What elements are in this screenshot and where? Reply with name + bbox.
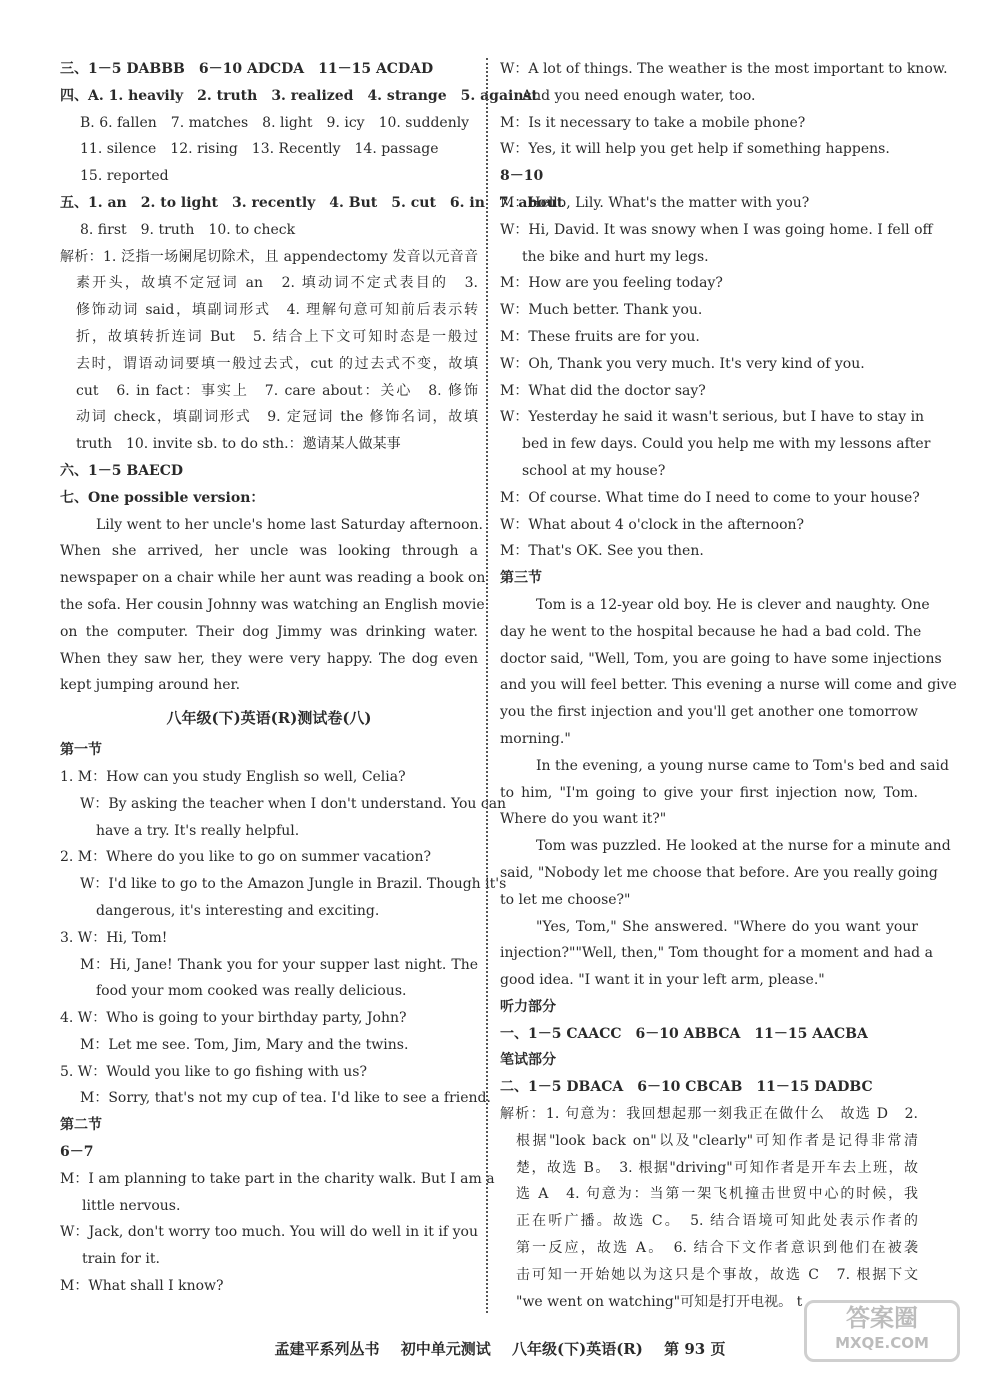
left-line: 5. W：Would you like to go fishing with us?	[60, 1063, 368, 1080]
right-line: and you will feel better. This evening a nurse will come and give	[500, 677, 957, 694]
left-line: 八年级(下)英语(R)测试卷(八)	[166, 709, 372, 728]
right-line: M：That's OK. See you then.	[500, 543, 704, 560]
left-line: 六、1－5 BAECD	[60, 462, 184, 479]
footer-grade: 八年级(下)英语(R)	[512, 1340, 643, 1358]
right-line: 二、1－5 DBACA 6－10 CBCAB 11－15 DADBC	[500, 1079, 873, 1096]
left-line: food your mom cooked was really delicious.	[96, 983, 407, 1000]
right-line: W：What about 4 o'clock in the afternoon?	[500, 516, 805, 533]
watermark-line1: 答案圈	[846, 1304, 918, 1332]
left-line: 三、1－5 DABBB 6－10 ADCDA 11－15 ACDAD	[60, 61, 434, 77]
left-line: 1. M：How can you study English so well, Celia?	[60, 768, 406, 785]
right-line: And you need enough water, too.	[522, 87, 756, 104]
left-line: 修饰动词 said，填副词形式 4. 理解句意可知前后表示转	[76, 302, 478, 319]
right-line: 击可知一开始她以为这只是个事故，故选 C 7. 根据下文	[516, 1266, 918, 1283]
right-line: 第三节	[500, 570, 542, 587]
left-line: 8. first 9. truth 10. to check	[80, 221, 296, 238]
right-line: M：Is it necessary to take a mobile phone?	[500, 114, 806, 131]
left-line: Lily went to her uncle's home last Saturday afternoon.	[96, 516, 483, 533]
left-line: little nervous.	[82, 1197, 181, 1214]
right-line: 8－10	[500, 168, 544, 185]
right-line: M：These fruits are for you.	[500, 328, 700, 345]
page-suffix: 页	[710, 1340, 726, 1358]
left-line: M：I am planning to take part in the charity walk. But I am a	[60, 1170, 495, 1187]
right-line: good idea. "I want it in your left arm, please."	[500, 972, 825, 989]
left-line: W：By asking the teacher when I don't understand. You can	[80, 795, 507, 812]
page-number: 93	[684, 1340, 706, 1358]
left-line: 动词 check，填副词形式 9. 定冠词 the 修饰名词，故填	[76, 409, 478, 426]
left-line: dangerous, it's interesting and exciting.	[96, 902, 380, 919]
left-line: 第一节	[60, 742, 102, 759]
left-line: cut 6. in fact：事实上 7. care about：关心 8. 修饰	[76, 382, 478, 399]
right-line: bed in few days. Could you help me with my lessons after	[522, 436, 931, 453]
right-line: In the evening, a young nurse came to Tom's bed and said	[536, 757, 949, 774]
left-line: kept jumping around her.	[60, 677, 241, 694]
left-line: 2. M：Where do you like to go on summer vacation?	[60, 849, 431, 866]
right-line: 一、1－5 CAACC 6－10 ABBCA 11－15 AACBA	[500, 1025, 868, 1042]
right-line: school at my house?	[522, 462, 666, 479]
right-line: 笔试部分	[500, 1052, 556, 1069]
right-line: M：How are you feeling today?	[500, 275, 723, 292]
right-line: 选 A 4. 句意为：当第一架飞机撞击世贸中心的时候，我	[516, 1186, 918, 1203]
left-line: 4. W：Who is going to your birthday party, John?	[60, 1010, 407, 1027]
right-line: Tom is a 12-year old boy. He is clever and naughty. One	[536, 596, 930, 613]
left-line: 四、A. 1. heavily 2. truth 3. realized 4. strange 5. against	[60, 87, 538, 104]
watermark-logo	[804, 1300, 960, 1362]
column-divider	[486, 58, 488, 1313]
right-line: M：What did the doctor say?	[500, 382, 706, 399]
left-line: When she arrived, her uncle was looking through a	[60, 543, 478, 560]
footer-book: 初中单元测试	[400, 1340, 491, 1358]
right-line: 根据"look back on"以及"clearly"可知作者是记得非常清	[516, 1132, 918, 1149]
right-line: injection?""Well, then," Tom thought for a moment and had a	[500, 945, 933, 962]
left-line: M：Let me see. Tom, Jim, Mary and the twins.	[80, 1036, 409, 1053]
right-line: M：Hello, Lily. What's the matter with you?	[500, 194, 810, 211]
left-line: train for it.	[82, 1251, 160, 1268]
left-line: 折，故填转折连词 But 5. 结合上下文可知时态是一般过	[76, 328, 478, 345]
left-line: 3. W：Hi, Tom!	[60, 929, 168, 946]
right-line: morning."	[500, 730, 571, 747]
right-line: you the first injection and you'll get another one tomorrow	[500, 704, 918, 721]
left-line: the sofa. Her cousin Johnny was watching an English movie	[60, 596, 485, 613]
left-line: M：What shall I know?	[60, 1278, 224, 1295]
left-line: 15. reported	[80, 168, 169, 185]
right-line: W：Hi, David. It was snowy when I was going home. I fell off	[500, 221, 933, 238]
right-line: the bike and hurt my legs.	[522, 248, 709, 265]
right-line: M：Of course. What time do I need to come to your house?	[500, 489, 920, 506]
right-line: Where do you want it?"	[500, 811, 667, 828]
left-line: on the computer. Their dog Jimmy was drinking water.	[60, 623, 478, 640]
left-line: 6－7	[60, 1144, 94, 1161]
right-line: 楚，故选 B。 3. 根据"driving"可知作者是开车去上班，故	[516, 1159, 918, 1176]
right-line: 解析：1. 句意为：我回想起那一刻我正在做什么 故选 D 2.	[500, 1106, 918, 1123]
left-line: 11. silence 12. rising 13. Recently 14. passage	[80, 141, 439, 158]
right-line: 听力部分	[500, 998, 556, 1015]
left-line: have a try. It's really helpful.	[96, 822, 300, 839]
left-line: 素开头，故填不定冠词 an 2. 填动词不定式表目的 3.	[76, 275, 478, 292]
right-line: doctor said, "Well, Tom, you are going to have some injections	[500, 650, 942, 667]
right-line: to let me choose?"	[500, 891, 631, 908]
left-line: 五、1. an 2. to light 3. recently 4. But 5. cut 6. in 7. about	[60, 194, 564, 211]
right-line: W：Yesterday he said it wasn't serious, but I have to stay in	[500, 409, 925, 426]
right-line: day he went to the hospital because he had a bad cold. The	[500, 623, 922, 640]
left-line: W：Jack, don't worry too much. You will do well in it if you	[60, 1224, 478, 1241]
left-line: 解析：1. 泛指一场阑尾切除术，且 appendectomy 发音以元音音	[60, 248, 478, 265]
left-line: 去时，谓语动词要填一般过去式，cut 的过去式不变，故填	[76, 355, 478, 372]
footer-series: 孟建平系列丛书	[274, 1340, 380, 1358]
right-column	[500, 56, 957, 1315]
right-line: 正在听广播。故选 C。 5. 结合语境可知此处表示作者的	[516, 1213, 918, 1230]
left-line: truth 10. invite sb. to do sth.：邀请某人做某事	[76, 436, 401, 453]
left-line: 第二节	[60, 1117, 102, 1134]
right-line: said, "Nobody let me choose that before. Are you really going	[500, 864, 938, 881]
left-line: When they saw her, they were very happy. The dog even	[60, 650, 478, 667]
left-line: newspaper on a chair while her aunt was reading a book on	[60, 570, 486, 587]
right-line: "Yes, Tom," She answered. "Where do you want your	[536, 918, 918, 935]
left-line: M：Sorry, that's not my cup of tea. I'd like to see a friend.	[80, 1090, 491, 1107]
right-line: W：Oh, Thank you very much. It's very kind of you.	[500, 355, 865, 372]
right-line: W：Much better. Thank you.	[500, 302, 703, 319]
right-line: Tom was puzzled. He looked at the nurse for a minute and	[536, 838, 951, 855]
watermark-line2: MXQE.COM	[835, 1334, 929, 1352]
right-line: W：Yes, it will help you get help if something happens.	[500, 141, 890, 158]
right-line: 第一反应，故选 A。 6. 结合下文作者意识到他们在被袭	[516, 1240, 918, 1257]
page-prefix: 第	[664, 1340, 680, 1358]
left-line: B. 6. fallen 7. matches 8. light 9. icy 10. suddenly	[80, 114, 470, 131]
right-line: "we went on watching"可知是打开电视。 t	[516, 1293, 803, 1310]
right-line: W：A lot of things. The weather is the most important to know.	[500, 61, 948, 77]
left-line: W：I'd like to go to the Amazon Jungle in Brazil. Though it's	[80, 876, 507, 893]
right-line: to him, "I'm going to give your first injection now, Tom.	[500, 784, 918, 801]
left-line: M：Hi, Jane! Thank you for your supper last night. The	[80, 956, 478, 973]
left-line: 七、One possible version：	[60, 489, 265, 506]
footer-page	[664, 1340, 725, 1358]
